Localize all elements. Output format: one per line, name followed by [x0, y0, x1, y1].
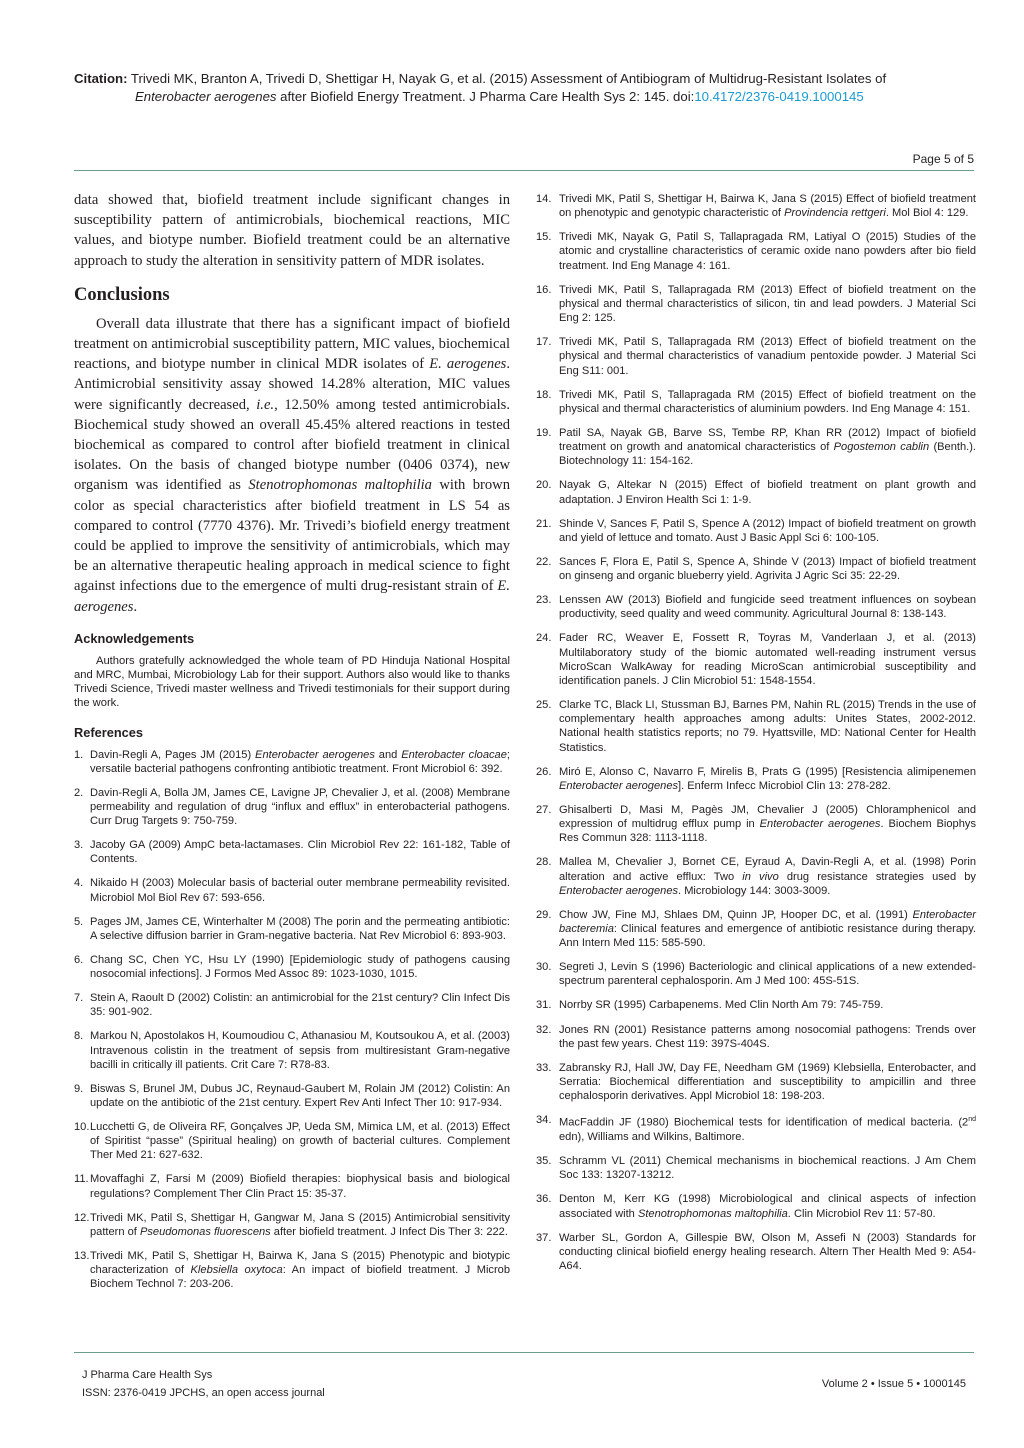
italic-term: Pogostemon cablin: [833, 441, 930, 454]
text-run: Ghisalberti D, Masi M, Pagès JM, Chevalier J (2005) Chloramphenicol and expression of multidrug efflux pump in: [559, 803, 976, 831]
italic-term: Stenotrophomonas maltophilia: [637, 1207, 788, 1220]
text-run: Lenssen AW (2013) Biofield and fungicide seed treatment influences on soybean productivity, seed quality and weed community. Agricultural Journal 8: 138-143.: [559, 594, 976, 621]
reference-item: [536, 1192, 976, 1220]
text-run: 12.50% among tested antimicrobials. Biochemical study showed an overall 45.45% altered reactions in tested biochemical as compared to control after biofield treatment in clinical isolates. On the basis of changed biotype number (0406 0374), new organism was identified as: [74, 396, 510, 494]
text-run: : An impact of biofield treatment. J Microb Biochem Technol 7: 203-206.: [90, 1263, 510, 1291]
reference-number: 7.: [74, 992, 84, 1005]
text-run: Norrby SR (1995) Carbapenems. Med Clin North Am 79: 745-759.: [559, 999, 884, 1012]
text-run: . Mol Biol 4: 129.: [885, 207, 969, 220]
italic-term: Enterobacter cloacae: [401, 748, 507, 761]
text-run: after biofield treatment. J Infect Dis Ther 3: 222.: [270, 1225, 508, 1238]
conclusions-heading: Conclusions: [74, 284, 170, 305]
text-run: . Antimicrobial sensitivity assay showed 14.28% alteration, MIC values were significantly decreased,: [74, 356, 511, 413]
text-run: Warber SL, Gordon A, Gillespie BW, Olson M, Assefi N (2003) Standards for conducting clinical biofield energy healing research. Altern Ther Health Med 9: A54-A64.: [559, 1231, 976, 1273]
text-run: Trivedi MK, Patil S, Shettigar H, Gangwar M, Jana S (2015) Antimicrobial sensitivity pattern of: [90, 1211, 510, 1238]
reference-item: [74, 876, 510, 904]
reference-number: 12.: [74, 1211, 90, 1224]
text-run: Schramm VL (2011) Chemical mechanisms in biochemical reactions. J Am Chem Soc 133: 13207-13212.: [559, 1155, 976, 1182]
reference-number: 25.: [536, 698, 552, 711]
reference-number: 9.: [74, 1082, 84, 1095]
reference-item: [536, 1113, 976, 1144]
reference-item: [536, 1231, 976, 1274]
left-column: [74, 190, 510, 1301]
citation-species: Enterobacter aerogenes: [135, 89, 277, 104]
text-run: Overall data illustrate that there has a significant impact of biofield treatment on antimicrobial susceptibility pattern, MIC values, biochemical reactions, and biotype number in clinical MDR isolates of: [74, 315, 510, 373]
reference-item: [536, 555, 976, 583]
reference-number: 30.: [536, 961, 552, 974]
text-run: Markou N, Apostolakos H, Koumoudiou C, Athanasiou M, Koutsoukou A, et al. (2003) Intravenous colistin in the treatment of sepsis from multiresistant Gram-negative bacilli in critically ill patients. Crit Care 7: R78-83.: [90, 1030, 510, 1071]
text-run: Chang SC, Chen YC, Hsu LY (1990) [Epidemiologic study of pathogens causing nosocomial infections]. J Formos Med Assoc 89: 1023-1030, 1015.: [90, 953, 510, 981]
text-run: and: [374, 748, 402, 761]
text-run: Nayak G, Altekar N (2015) Effect of biofield treatment on plant growth and adaptation. J Environ Health Sci 1: 1-9.: [559, 479, 976, 506]
reference-item: [74, 786, 510, 829]
reference-number: 37.: [536, 1231, 552, 1244]
text-run: Jones RN (2001) Resistance patterns among nosocomial pathogens: Trends over the past few years. Chest 119: 397S-404S.: [559, 1023, 976, 1050]
reference-item: [536, 478, 976, 506]
reference-item: [536, 998, 976, 1012]
acknowledgements-heading: Acknowledgements: [74, 630, 195, 646]
text-run: Mallea M, Chevalier J, Bornet CE, Eyraud A, Davin-Regli A, et al. (1998) Porin alteration and active efflux: Two: [559, 856, 976, 883]
citation-block: [74, 70, 976, 106]
reference-number: 19.: [536, 426, 552, 439]
reference-number: 13.: [74, 1249, 90, 1262]
italic-term: Enterobacter aerogenes: [759, 818, 881, 831]
reference-item: [536, 960, 976, 988]
text-run: Lucchetti G, de Oliveira RF, Gonçalves JP, Ueda SM, Mimica LM, et al. (2013) Effect of Spiritist “passe” (Spiritual healing) on growth of bacterial cultures. Complement Ther Med 21: 627-632.: [90, 1120, 510, 1162]
citation-text-line2: after Biofield Energy Treatment. J Pharma Care Health Sys 2: 145. doi:: [276, 89, 695, 104]
reference-number: 26.: [536, 765, 552, 778]
reference-number: 24.: [536, 632, 552, 645]
reference-item: [536, 593, 976, 621]
reference-item: [74, 1120, 510, 1163]
text-run: Stein A, Raoult D (2002) Colistin: an antimicrobial for the 21st century? Clin Infect Dis 35: 901-902.: [90, 992, 510, 1019]
reference-item: [536, 283, 976, 326]
italic-term: i.e.,: [256, 396, 278, 413]
footer-volume: Volume 2 • Issue 5 • 1000145: [821, 1378, 966, 1390]
text-run: drug resistance strategies used by: [778, 870, 976, 883]
text-run: Trivedi MK, Patil S, Shettigar H, Bairwa K, Jana S (2015) Effect of biofield treatment on phenotypic and genotypic characteristic of: [559, 193, 976, 220]
text-run: Nikaido H (2003) Molecular basis of bacterial outer membrane permeability revisited. Microbiol Mol Biol Rev 67: 593-656.: [90, 877, 510, 904]
text-run: Fader RC, Weaver E, Fossett R, Toyras M, Vanderlaan J, et al. (2013) Multilaboratory study of the biomic automated well-reading instrument versus MicroScan WalkAway for reading MicroScan antimicrobial susceptibility and identification panels. J Clin Microbiol 51: 1548-1554.: [559, 632, 976, 687]
text-run: Clarke TC, Black LI, Stussman BJ, Barnes PM, Nahin RL (2015) Trends in the use of complementary health approaches among adults: Unites States, 2002-2012. National health statistics reports; no 79. Hyattsville, MD: National Center for Health Statistics.: [559, 698, 976, 754]
header-divider: [74, 170, 974, 171]
text-run: Movaffaghi Z, Farsi M (2009) Biofield therapies: biophysical basis and biological regulations? Complement Ther Clin Pract 15: 35-37.: [90, 1173, 510, 1200]
text-run: ]. Enferm Infecc Microbiol Clin 13: 278-282.: [678, 779, 891, 792]
reference-number: 21.: [536, 517, 552, 530]
conclusions-paragraph: [74, 314, 510, 617]
footer-left: [82, 1366, 325, 1402]
text-run: Patil SA, Nayak GB, Barve SS, Tembe RP, Khan RR (2012) Impact of biofield treatment on growth and anatomical characteristics of: [559, 426, 976, 454]
reference-number: 28.: [536, 856, 552, 869]
reference-number: 14.: [536, 193, 552, 205]
doi-link[interactable]: 10.4172/2376-0419.1000145: [694, 89, 864, 104]
reference-number: 10.: [74, 1120, 90, 1133]
footer-journal: J Pharma Care Health Sys: [82, 1369, 213, 1381]
italic-term: Enterobacter aerogenes: [559, 884, 679, 897]
reference-item: [536, 765, 976, 793]
reference-item: [536, 1023, 976, 1051]
text-run: Biswas S, Brunel JM, Dubus JC, Reynaud-Gaubert M, Rolain JM (2012) Colistin: An update on the antibiotic of the 21st century. Expert Rev Anti Infect Ther 10: 917-934.: [90, 1082, 510, 1109]
text-run: Sances F, Flora E, Patil S, Spence A, Shinde V (2013) Impact of biofield treatment on ginseng and organic blueberry yield. Agrivita J Agric Sci 35: 22-29.: [559, 555, 976, 583]
reference-number: 27.: [536, 803, 552, 816]
reference-item: [74, 953, 510, 981]
reference-item: [536, 908, 976, 951]
reference-number: 20.: [536, 479, 552, 492]
reference-number: 18.: [536, 388, 552, 401]
reference-item: [536, 230, 976, 273]
reference-list-right: [536, 192, 976, 1273]
reference-item: [536, 698, 976, 755]
reference-item: [74, 1082, 510, 1110]
text-run: Denton M, Kerr KG (1998) Microbiological and clinical aspects of infection associated with: [559, 1193, 976, 1220]
italic-term: Stenotrophomonas maltophilia: [248, 477, 432, 494]
text-run: ; versatile bacterial pathogens confronting antibiotic treatment. Front Microbiol 6: 392.: [90, 748, 510, 775]
page-number: Page 5 of 5: [912, 152, 974, 166]
text-run: Zabransky RJ, Hall JW, Day FE, Needham GM (1969) Klebsiella, Enterobacter, and Serratia: Biochemical differentiation and susceptibility to ampicillin and three cephalosporin derivatives. Appl Microbiol 18: 198-203.: [559, 1061, 976, 1103]
reference-item: [536, 388, 976, 416]
text-run: . Microbiology 144: 3003-3009.: [678, 884, 831, 897]
reference-item: [536, 1061, 976, 1104]
reference-item: [536, 517, 976, 545]
italic-term: in vivo: [742, 870, 779, 883]
reference-number: 6.: [74, 953, 84, 966]
reference-item: [536, 335, 976, 378]
right-column: [536, 192, 976, 1283]
footer-issn: ISSN: 2376-0419 JPCHS, an open access journal: [82, 1387, 325, 1399]
reference-number: 4.: [74, 877, 84, 890]
reference-list-left: [74, 748, 510, 1292]
reference-item: [74, 1029, 510, 1072]
reference-number: 36.: [536, 1193, 552, 1206]
reference-number: 34.: [536, 1114, 552, 1127]
italic-term: E. aerogenes: [429, 356, 507, 373]
acknowledgements-text: Authors gratefully acknowledged the whole team of PD Hinduja National Hospital and MRC, Mumbai, Microbiology Lab for their support. Authors also would like to thanks Trivedi Science, Trivedi master wellness and Trivedi testimonials for their support during the work.: [74, 654, 510, 710]
text-run: . Clin Microbiol Rev 11: 57-80.: [787, 1207, 936, 1220]
reference-number: 33.: [536, 1061, 552, 1074]
text-run: Pages JM, James CE, Winterhalter M (2008) The porin and the permeating antibiotic: A selective diffusion barrier in Gram-negative bacteria. Nat Rev Microbiol 6: 893-903.: [90, 915, 510, 942]
reference-item: [74, 1211, 510, 1239]
reference-item: [74, 748, 510, 776]
reference-number: 32.: [536, 1023, 552, 1036]
discussion-paragraph: data showed that, biofield treatment include significant changes in susceptibility pattern of antimicrobials, biochemical reactions, MIC values, and biotype number. Biofield treatment could be an alternative approach to study the alteration in sensitivity pattern of MDR isolates.: [74, 192, 510, 269]
text-run: Shinde V, Sances F, Patil S, Spence A (2012) Impact of biofield treatment on growth and yield of lettuce and tomato. Aust J Basic Appl Sci 6: 100-105.: [559, 517, 976, 544]
reference-item: [74, 991, 510, 1019]
italic-term: E. aerogenes: [74, 578, 510, 615]
text-run: Trivedi MK, Nayak G, Patil S, Tallapragada RM, Latiyal O (2015) Studies of the atomic and crystalline characteristics of ceramic oxide nano powders after bio field treatment. Ind Eng Manage 4: 161.: [559, 231, 976, 272]
text-run: (Benth.). Biotechnology 11: 154-162.: [559, 441, 976, 468]
reference-number: 8.: [74, 1030, 84, 1043]
text-run: Jacoby GA (2009) AmpC beta-lactamases. Clin Microbiol Rev 22: 161-182, Table of Contents.: [90, 839, 510, 866]
text-run: Trivedi MK, Patil S, Tallapragada RM (2015) Effect of biofield treatment on the physical and thermal characteristics of aluminium powders. Ind Eng Manage 4: 151.: [559, 388, 976, 415]
reference-number: 15.: [536, 231, 552, 244]
reference-item: [74, 915, 510, 943]
reference-item: [536, 192, 976, 220]
text-run: MacFaddin JF (1980) Biochemical tests for identification of medical bacteria. (2: [559, 1116, 969, 1129]
superscript: nd: [968, 1116, 976, 1124]
reference-number: 5.: [74, 915, 84, 928]
reference-item: [536, 855, 976, 898]
italic-term: Enterobacter aerogenes: [559, 779, 679, 792]
references-heading: References: [74, 724, 144, 740]
citation-text-line1: Trivedi MK, Branton A, Trivedi D, Shettigar H, Nayak G, et al. (2015) Assessment of Antibiogram of Multidrug-Resistant Isolates of: [130, 71, 887, 86]
text-run: Chow JW, Fine MJ, Shlaes DM, Quinn JP, Hooper DC, et al. (1991): [559, 908, 913, 921]
italic-term: Klebsiella oxytoca: [190, 1263, 283, 1276]
reference-number: 16.: [536, 283, 552, 296]
text-run: Davin-Regli A, Pages JM (2015): [90, 748, 256, 761]
citation-label: Citation:: [74, 71, 128, 86]
text-run: Segreti J, Levin S (1996) Bacteriologic and clinical applications of a new extended-spectrum parenteral cephalosporin. Am J Med 100: 45S-51S.: [559, 961, 976, 988]
reference-item: [74, 1172, 510, 1200]
reference-item: [536, 426, 976, 469]
text-run: Trivedi MK, Patil S, Shettigar H, Bairwa K, Jana S (2015) Phenotypic and biotypic characterization of: [90, 1249, 510, 1276]
text-run: .: [133, 598, 138, 615]
reference-number: 3.: [74, 839, 84, 852]
reference-number: 31.: [536, 999, 552, 1012]
text-run: Miró E, Alonso C, Navarro F, Mirelis B, Prats G (1995) [Resistencia alimipenemen: [559, 765, 976, 778]
reference-number: 29.: [536, 908, 552, 921]
reference-item: [536, 631, 976, 688]
italic-term: Enterobacter bacteremia: [559, 908, 976, 935]
reference-number: 1.: [74, 748, 84, 761]
reference-item: [74, 838, 510, 866]
reference-item: [536, 803, 976, 846]
citation-continuation: [74, 88, 976, 106]
text-run: Trivedi MK, Patil S, Tallapragada RM (2013) Effect of biofield treatment on the physical and thermal characteristics of silicon, tin and lead powders. J Material Sci Eng 2: 125.: [559, 283, 976, 325]
reference-number: 11.: [74, 1173, 89, 1186]
reference-number: 23.: [536, 594, 552, 607]
reference-item: [74, 1249, 510, 1292]
italic-term: Provindencia rettgeri: [784, 207, 886, 220]
text-run: Davin-Regli A, Bolla JM, James CE, Lavigne JP, Chevalier J, et al. (2008) Membrane permeability and regulation of drug “influx and efflux” in enterobacterial pathogens. Curr Drug Targets 9: 750-759.: [90, 786, 510, 828]
text-run: with brown color as special characteristics after biofield treatment in LS 54 as compared to control (7770 4376). Mr. Trivedi’s biofield energy treatment could be applied to improve the sensitivity of antimicrobials, which may be an alternative therapeutic healing approach in medical science to fight against infections due to the emergence of multi drug-resistant strain of: [74, 477, 510, 595]
text-run: edn), Williams and Wilkins, Baltimore.: [559, 1131, 745, 1144]
reference-number: 17.: [536, 336, 552, 349]
reference-item: [536, 1154, 976, 1182]
reference-number: 35.: [536, 1155, 552, 1168]
footer-divider: [74, 1352, 974, 1353]
text-run: Trivedi MK, Patil S, Tallapragada RM (2013) Effect of biofield treatment on the physical and thermal characteristics of vanadium pentoxide powder. J Material Sci Eng S11: 001.: [559, 336, 976, 377]
reference-number: 22.: [536, 555, 552, 568]
text-run: : Clinical features and emergence of antibiotic resistance during therapy. Ann Intern Med 115: 585-590.: [559, 922, 976, 950]
reference-number: 2.: [74, 786, 84, 799]
italic-term: Enterobacter aerogenes: [255, 748, 375, 761]
italic-term: Pseudomonas fluorescens: [139, 1225, 271, 1238]
text-run: . Biochem Biophys Res Commun 328: 1113-1118.: [559, 818, 976, 845]
